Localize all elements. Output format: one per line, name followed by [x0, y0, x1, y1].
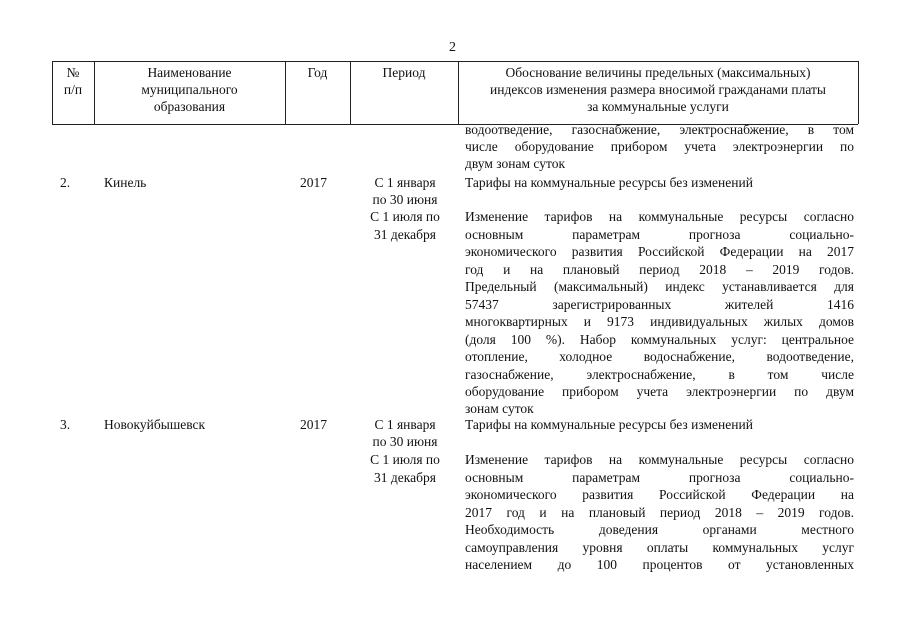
row-basis-line: экономического развития Российской Федерации на 2017: [465, 244, 854, 259]
row-basis-line: экономического развития Российской Федерации на: [465, 487, 854, 502]
page-number: 2: [449, 40, 456, 55]
row-period-line: С 1 июля по: [370, 209, 440, 224]
header-num: № п/п: [63, 65, 83, 97]
row-period-line: по 30 июня: [372, 192, 438, 207]
header-basis: Обоснование величины предельных (максимальных) индексов изменения размера вносимой гражданами платы за коммунальные услуги: [490, 65, 826, 114]
header-period: Период: [382, 65, 426, 80]
row-basis-summary: Тарифы на коммунальные ресурсы без изменений: [465, 175, 753, 190]
continuation-line: двум зонам суток: [465, 156, 566, 171]
row-basis-summary: Тарифы на коммунальные ресурсы без изменений: [465, 417, 753, 432]
row-name: Кинель: [104, 175, 147, 190]
row-period-line: 31 декабря: [374, 227, 436, 242]
continuation-line: водоотведение, газоснабжение, электроснабжение, в том: [465, 122, 854, 137]
row-basis-line: 57437 зарегистрированных жителей 1416: [465, 297, 854, 312]
row-num: 3.: [60, 417, 71, 432]
row-basis-line: зонам суток: [465, 401, 534, 416]
row-basis-line: Изменение тарифов на коммунальные ресурсы согласно: [465, 452, 854, 467]
header-top-border: [52, 61, 858, 62]
row-basis-line: населением до 100 процентов от установленных: [465, 557, 854, 572]
row-num: 2.: [60, 175, 71, 190]
row-period-line: 31 декабря: [374, 470, 436, 485]
row-basis-line: год и на плановый период 2018 – 2019 годов.: [465, 262, 854, 277]
row-basis-line: самоуправления уровня оплаты коммунальных услуг: [465, 540, 854, 555]
row-basis-line: основным параметрам прогноза социально-: [465, 470, 854, 485]
row-basis-line: отопление, холодное водоснабжение, водоотведение,: [465, 349, 854, 364]
row-basis-line: 2017 год и на плановый период 2018 – 2019 годов.: [465, 505, 854, 520]
continuation-line: числе оборудование прибором учета электроэнергии по: [465, 139, 854, 154]
row-basis-line: Предельный (максимальный) индекс устанавливается для: [465, 279, 854, 294]
row-year: 2017: [300, 175, 327, 190]
row-year: 2017: [300, 417, 327, 432]
row-basis-line: газоснабжение, электроснабжение, в том числе: [465, 367, 854, 382]
row-basis-line: (доля 100 %). Набор коммунальных услуг: центральное: [465, 332, 854, 347]
row-period-line: по 30 июня: [372, 434, 438, 449]
header-name: Наименование муниципального образования: [141, 65, 238, 114]
row-period-line: С 1 января: [374, 175, 436, 190]
row-basis-line: оборудование прибором учета электроэнергии по двум: [465, 384, 854, 399]
row-period-line: С 1 июля по: [370, 452, 440, 467]
row-basis-line: Изменение тарифов на коммунальные ресурсы согласно: [465, 209, 854, 224]
row-basis-line: многоквартирных и 9173 индивидуальных жилых домов: [465, 314, 854, 329]
header-divider: [858, 61, 859, 124]
row-period-line: С 1 января: [374, 417, 436, 432]
row-basis-line: Необходимость доведения органами местного: [465, 522, 854, 537]
row-basis-line: основным параметрам прогноза социально-: [465, 227, 854, 242]
row-name: Новокуйбышевск: [104, 417, 206, 432]
header-year: Год: [307, 65, 328, 80]
